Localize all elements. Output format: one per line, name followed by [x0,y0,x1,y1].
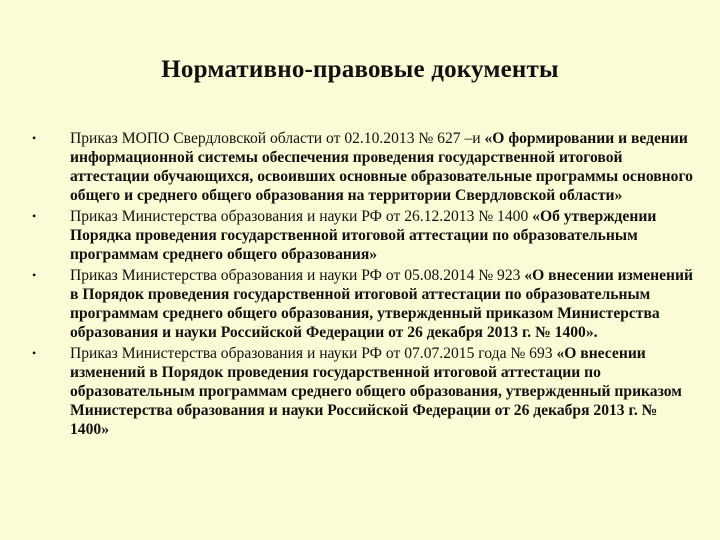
bullet-icon: • [32,268,37,282]
item-text: Приказ МОПО Свердловской области от 02.10.2013 № 627 –и [70,130,485,147]
slide-title: Нормативно-правовые документы [161,56,559,83]
list-item [32,129,696,205]
bullet-icon: • [32,131,37,145]
list-item [32,266,696,342]
documents-list [32,129,696,441]
item-title: «Об утверждении Порядка проведения государственной итоговой аттестации по образовательным программам среднего общего образования» [70,208,657,263]
item-title: «О внесении изменений в Порядок проведения государственной итоговой аттестации по образовательным программам среднего общего образования, утвержденный приказом Министерства образования и науки Российской Федерации от 26 декабря 2013 г. № 1400». [70,267,694,341]
bullet-icon: • [32,346,37,360]
item-text: Приказ Министерства образования и науки РФ от 07.07.2015 года № 693 [70,345,557,362]
item-title: «О формировании и ведении информационной системы обеспечения проведения государственной итоговой аттестации обучающихся, освоивших основные образовательные программы основного общего и среднего общего образования на территории Свердловской области» [70,130,693,204]
bullet-icon: • [32,209,37,223]
list-item [32,207,696,264]
item-title: «О внесении изменений в Порядок проведения государственной итоговой аттестации по образовательным программам среднего общего образования, утвержденный приказом Министерства образования и науки Российской Федерации от 26 декабря 2013 г. № 1400» [70,345,682,438]
item-text: Приказ Министерства образования и науки РФ от 05.08.2014 № 923 [70,267,525,284]
list-item [32,344,696,439]
item-text: Приказ Министерства образования и науки РФ от 26.12.2013 № 1400 [70,208,533,225]
